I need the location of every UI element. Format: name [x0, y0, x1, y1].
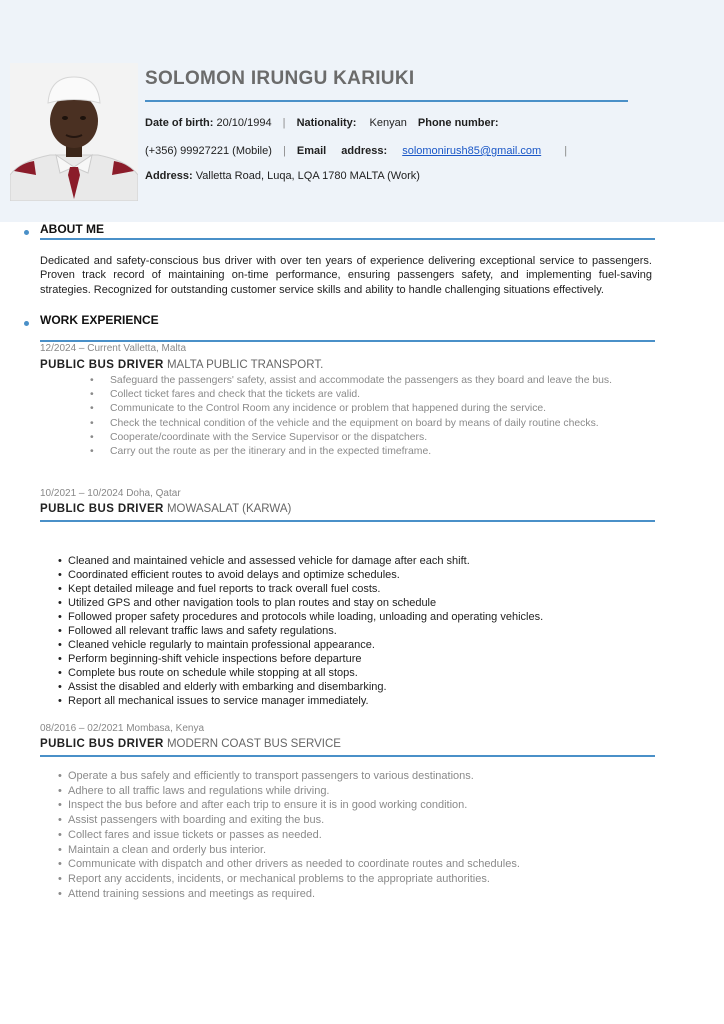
dob-value: 20/10/1994: [216, 117, 272, 129]
job-title: [40, 503, 291, 515]
name-divider: [145, 100, 628, 102]
nationality-value: Kenyan: [369, 117, 407, 129]
job-role: PUBLIC BUS DRIVER: [40, 738, 164, 750]
job-duties-list: [90, 374, 612, 459]
job-meta: 10/2021 – 10/2024 Doha, Qatar: [40, 488, 181, 499]
email-label-2: address:: [341, 145, 388, 157]
job-role: PUBLIC BUS DRIVER: [40, 359, 164, 371]
about-heading: ABOUT ME: [40, 222, 104, 236]
personal-info-line-2: [145, 145, 575, 157]
duty-item: • Check the technical condition of the vehicle and the equipment on board by means of daily routine checks.: [90, 417, 612, 431]
duty-item: • Collect fares and issue tickets or passes as needed.: [58, 828, 520, 843]
info-separator: |: [282, 145, 286, 157]
dob-label: Date of birth:: [145, 117, 214, 129]
duty-item: • Kept detailed mileage and fuel reports to track overall fuel costs.: [58, 582, 543, 596]
email-label: Email: [296, 145, 327, 157]
duty-item: • Collect ticket fares and check that the tickets are valid.: [90, 388, 612, 402]
job-duties-list: [58, 769, 520, 901]
job-meta: 08/2016 – 02/2021 Mombasa, Kenya: [40, 723, 205, 734]
duty-item: • Cooperate/coordinate with the Service Supervisor or the dispatchers.: [90, 431, 612, 445]
email-link[interactable]: solomonirush85@gmail.com: [402, 145, 542, 157]
duty-item: • Assist the disabled and elderly with embarking and disembarking.: [58, 680, 543, 694]
address-label: Address:: [145, 170, 193, 182]
duty-item: • Inspect the bus before and after each trip to ensure it is in good working condition.: [58, 798, 520, 813]
info-separator: |: [564, 145, 568, 157]
duty-item: • Adhere to all traffic laws and regulations while driving.: [58, 784, 520, 799]
job-divider: [40, 755, 655, 757]
phone-value: (+356) 99927221 (Mobile): [145, 145, 272, 157]
duty-item: • Report all mechanical issues to service manager immediately.: [58, 694, 543, 708]
job-title: [40, 359, 323, 371]
profile-photo: [10, 63, 138, 201]
nationality-label: Nationality:: [296, 117, 357, 129]
candidate-name: SOLOMON IRUNGU KARIUKI: [145, 68, 415, 89]
address-value: Valletta Road, Luqa, LQA 1780 MALTA (Work): [195, 170, 420, 182]
duty-item: • Utilized GPS and other navigation tools to plan routes and stay on schedule: [58, 596, 543, 610]
duty-item: • Communicate with dispatch and other drivers as needed to coordinate routes and schedules.: [58, 857, 520, 872]
work-heading: WORK EXPERIENCE: [40, 313, 159, 327]
duty-item: • Safeguard the passengers' safety, assist and accommodate the passengers as they board and leave the bus.: [90, 374, 612, 388]
job-title: [40, 738, 341, 750]
about-text: Dedicated and safety-conscious bus driver with over ten years of experience delivering exceptional service to passengers. Proven track record of maintaining on-time performance, ensuring passengers safety, and implementing fuel-saving strategies. Recognized for outstanding customer service skills and ability to handle challenging situations effectively.: [40, 255, 652, 296]
duty-item: • Carry out the route as per the itinerary and in the expected timeframe.: [90, 445, 612, 459]
duty-item: • Assist passengers with boarding and exiting the bus.: [58, 813, 520, 828]
section-bullet-icon: [24, 230, 29, 235]
profile-photo-illustration: [10, 63, 138, 201]
job-role: PUBLIC BUS DRIVER: [40, 503, 164, 515]
job-divider: [40, 520, 655, 522]
job-employer: MOWASALAT (KARWA): [166, 503, 292, 515]
duty-item: • Attend training sessions and meetings as required.: [58, 887, 520, 902]
job-employer: MALTA PUBLIC TRANSPORT.: [166, 359, 324, 371]
work-divider: [40, 340, 655, 342]
duty-item: • Perform beginning-shift vehicle inspections before departure: [58, 652, 543, 666]
duty-item: • Followed all relevant traffic laws and safety regulations.: [58, 624, 543, 638]
about-divider: [40, 238, 655, 240]
job-duties-list: [58, 554, 543, 708]
job-employer: MODERN COAST BUS SERVICE: [166, 738, 341, 750]
phone-label: Phone number:: [417, 117, 499, 129]
info-separator: |: [282, 117, 286, 129]
duty-item: • Report any accidents, incidents, or mechanical problems to the appropriate authorities.: [58, 872, 520, 887]
personal-info-line-3: [145, 170, 420, 182]
duty-item: • Complete bus route on schedule while stopping at all stops.: [58, 666, 543, 680]
duty-item: • Coordinated efficient routes to avoid delays and optimize schedules.: [58, 568, 543, 582]
duty-item: • Communicate to the Control Room any incidence or problem that happened during the service.: [90, 402, 612, 416]
duty-item: • Cleaned vehicle regularly to maintain professional appearance.: [58, 638, 543, 652]
duty-item: • Operate a bus safely and efficiently to transport passengers to various destinations.: [58, 769, 520, 784]
duty-item: • Cleaned and maintained vehicle and assessed vehicle for damage after each shift.: [58, 554, 543, 568]
personal-info-line-1: [145, 117, 499, 129]
duty-item: • Maintain a clean and orderly bus interior.: [58, 843, 520, 858]
job-meta: 12/2024 – Current Valletta, Malta: [40, 343, 187, 354]
duty-item: • Followed proper safety procedures and protocols while loading, unloading and operating vehicles.: [58, 610, 543, 624]
section-bullet-icon: [24, 321, 29, 326]
